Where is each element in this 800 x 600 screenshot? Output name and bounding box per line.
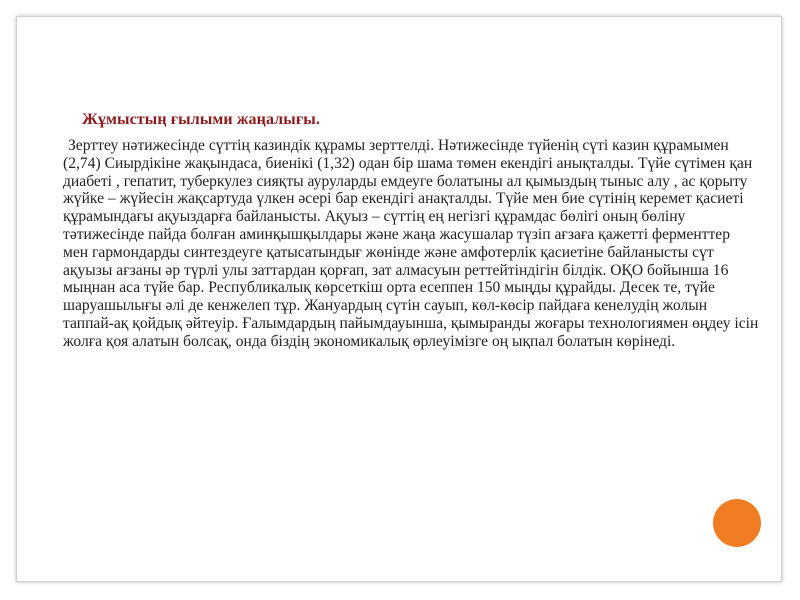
slide-title: Жұмыстың ғылыми жаңалығы. [82,111,320,128]
slide-body-text: Зерттеу нәтижесінде сүттің казиндік құрамы зерттелді. Нәтижесінде түйенің сүті казин құрамымен (2,74) Сиырдікіне жақындаса, биенікі (1,32) одан бір шама төмен екендігі анықталды. Түйе сүтімен қан диабеті , гепатит, туберкулез сияқты ауруларды емдеуге болатыны ал қымыздың тыныс алу , ас қорыту жүйке – жүйесін жақсартуда үлкен әсері бар екендігі анақталды. Түйе мен бие сүтінің керемет қасиеті құрамындағы ақуыздарға байланысты. Ақуыз – сүттің ең негізгі құрамдас бөлігі оның бөліну тәтижесінде пайда болған аминқышқылдары және жаңа жасушалар түзіп ағзаға қажетті ферменттер мен гармондарды синтездеуге қатысатындығ жөнінде және амфотерлік қасиетіне байланысты сүт ақуызы ағзаны әр түрлі улы заттардан қорғап, зат алмасуын реттейтіндігін білдік. ОҚО бойынша 16 мыңнан аса түйе бар. Республикалық көрсеткіш орта есеппен 150 мыңды құрайды. Десек те, түйе шаруашылығы әлі де кенжелеп тұр. Жануардың сүтін сауып, көл-көсір пайдаға кенелудің жолын таппай-ақ қойдық әйтеуір. Ғалымдардың пайымдауынша, қымыранды жоғары технологиямен өңдеу ісін жолға қоя алатын болсақ, онда біздің экономикалық өрлеуімізге оң ықпал болатын көрінеді. [63,137,759,350]
orange-circle-decoration [713,499,761,547]
